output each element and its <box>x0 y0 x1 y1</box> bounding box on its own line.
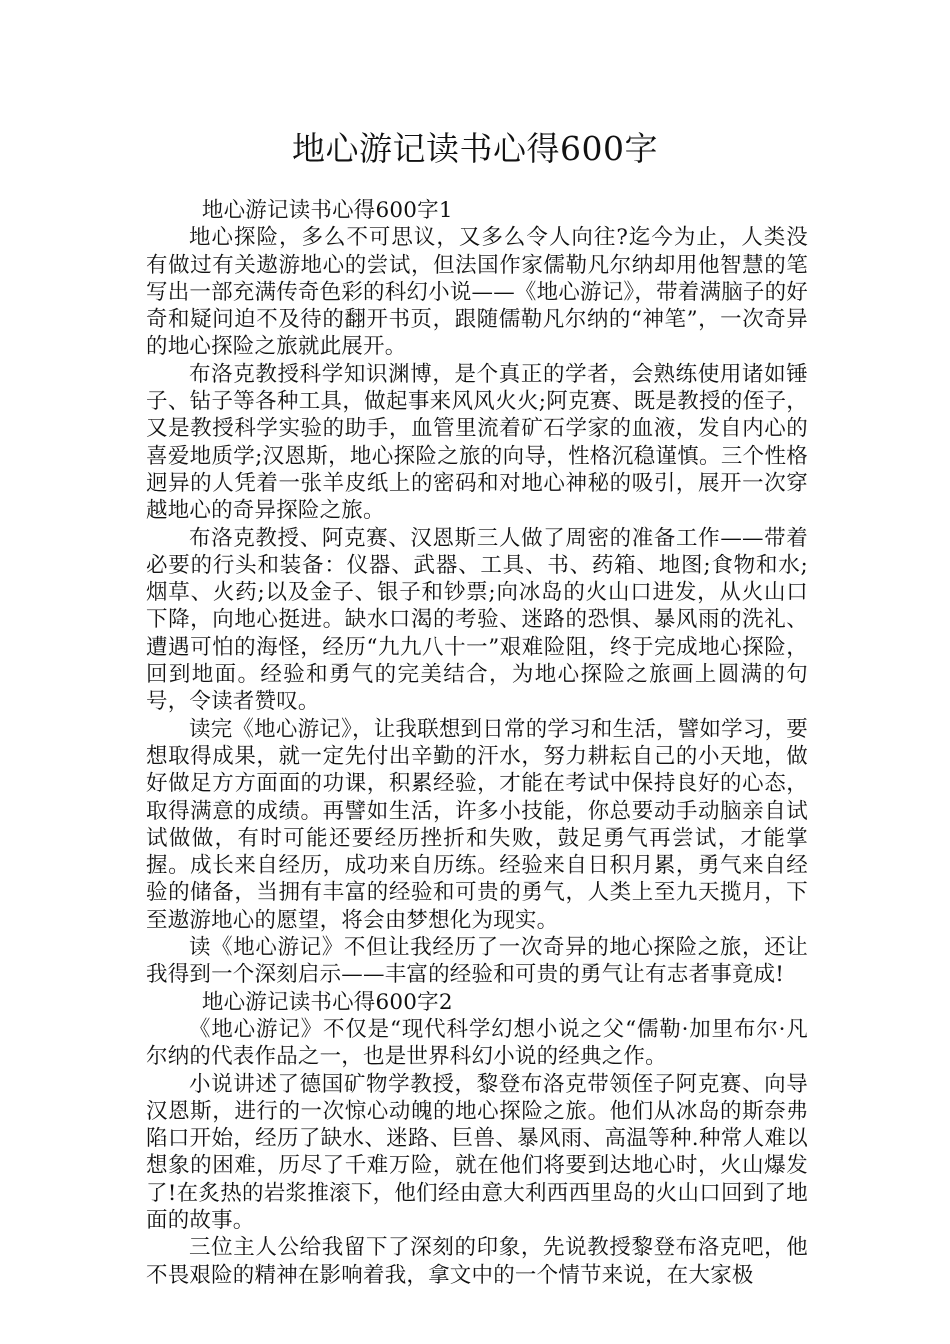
paragraph: 三位主人公给我留下了深刻的印象，先说教授黎登布洛克吧，他不畏艰险的精神在影响着我，拿文中的一个情节来说，在大家极 <box>146 1235 808 1288</box>
document-title: 地心游记读书心得600字 <box>292 129 658 168</box>
paragraph: 布洛克教授科学知识渊博，是个真正的学者，会熟练使用诸如锤子、钻子等各种工具，做起事来风风火火;阿克赛、既是教授的侄子，又是教授科学实验的助手，血管里流着矿石学家的血液，发自内心的喜爱地质学;汉恩斯，地心探险之旅的向导，性格沉稳谨慎。三个性格迥异的人凭着一张羊皮纸上的密码和对地心神秘的吸引，展开一次穿越地心的奇异探险之旅。 <box>146 361 808 524</box>
paragraph: 《地心游记》不仅是“现代科学幻想小说之父“儒勒·加里布尔·凡尔纳的代表作品之一，也是世界科幻小说的经典之作。 <box>146 1016 808 1070</box>
paragraph: 读完《地心游记》，让我联想到日常的学习和生活，譬如学习，要想取得成果，就一定先付出辛勤的汗水，努力耕耘自己的小天地，做好做足方方面面的功课，积累经验，才能在考试中保持良好的心态，取得满意的成绩。再譬如生活，许多小技能，你总要动手动脑亲自试试做做，有时可能还要经历挫折和失败，鼓足勇气再尝试，才能掌握。成长来自经历，成功来自历练。经验来自日积月累，勇气来自经验的储备，当拥有丰富的经验和可贵的勇气，人类上至九天揽月，下至遨游地心的愿望，将会由梦想化为现实。 <box>146 716 808 933</box>
section-heading-1: 地心游记读书心得600字1 <box>201 198 453 223</box>
document-body <box>146 197 808 1289</box>
paragraph: 地心探险，多么不可思议，又多么令人向往?迄今为止，人类没有做过有关遨游地心的尝试，但法国作家儒勒凡尔纳却用他智慧的笔写出一部充满传奇色彩的科幻小说——《地心游记》，带着满脑子的好奇和疑问迫不及待的翻开书页，跟随儒勒凡尔纳的“神笔”，一次奇异的地心探险之旅就此展开。 <box>146 225 808 360</box>
paragraph: 布洛克教授、阿克赛、汉恩斯三人做了周密的准备工作——带着必要的行头和装备：仪器、武器、工具、书、药箱、地图;食物和水;烟草、火药;以及金子、银子和钞票;向冰岛的火山口进发，从火山口下降，向地心挺进。缺水口渴的考验、迷路的恐惧、暴风雨的洗礼、遭遇可怕的海怪，经历“九九八十一”艰难险阻，终于完成地心探险，回到地面。经验和勇气的完美结合，为地心探险之旅画上圆满的句号，令读者赞叹。 <box>146 525 808 715</box>
paragraph: 小说讲述了德国矿物学教授，黎登布洛克带领侄子阿克赛、向导汉恩斯，进行的一次惊心动魄的地心探险之旅。他们从冰岛的斯奈弗陷口开始，经历了缺水、迷路、巨兽、暴风雨、高温等种.种常人难以想象的困难，历尽了千难万险，就在他们将要到达地心时，火山爆发了!在炙热的岩浆推滚下，他们经由意大利西西里岛的火山口回到了地面的故事。 <box>146 1071 808 1233</box>
section-heading-2: 地心游记读书心得600字2 <box>201 989 453 1015</box>
paragraph: 读《地心游记》不但让我经历了一次奇异的地心探险之旅，还让我得到一个深刻启示——丰富的经验和可贵的勇气让有志者事竟成! <box>146 935 808 988</box>
